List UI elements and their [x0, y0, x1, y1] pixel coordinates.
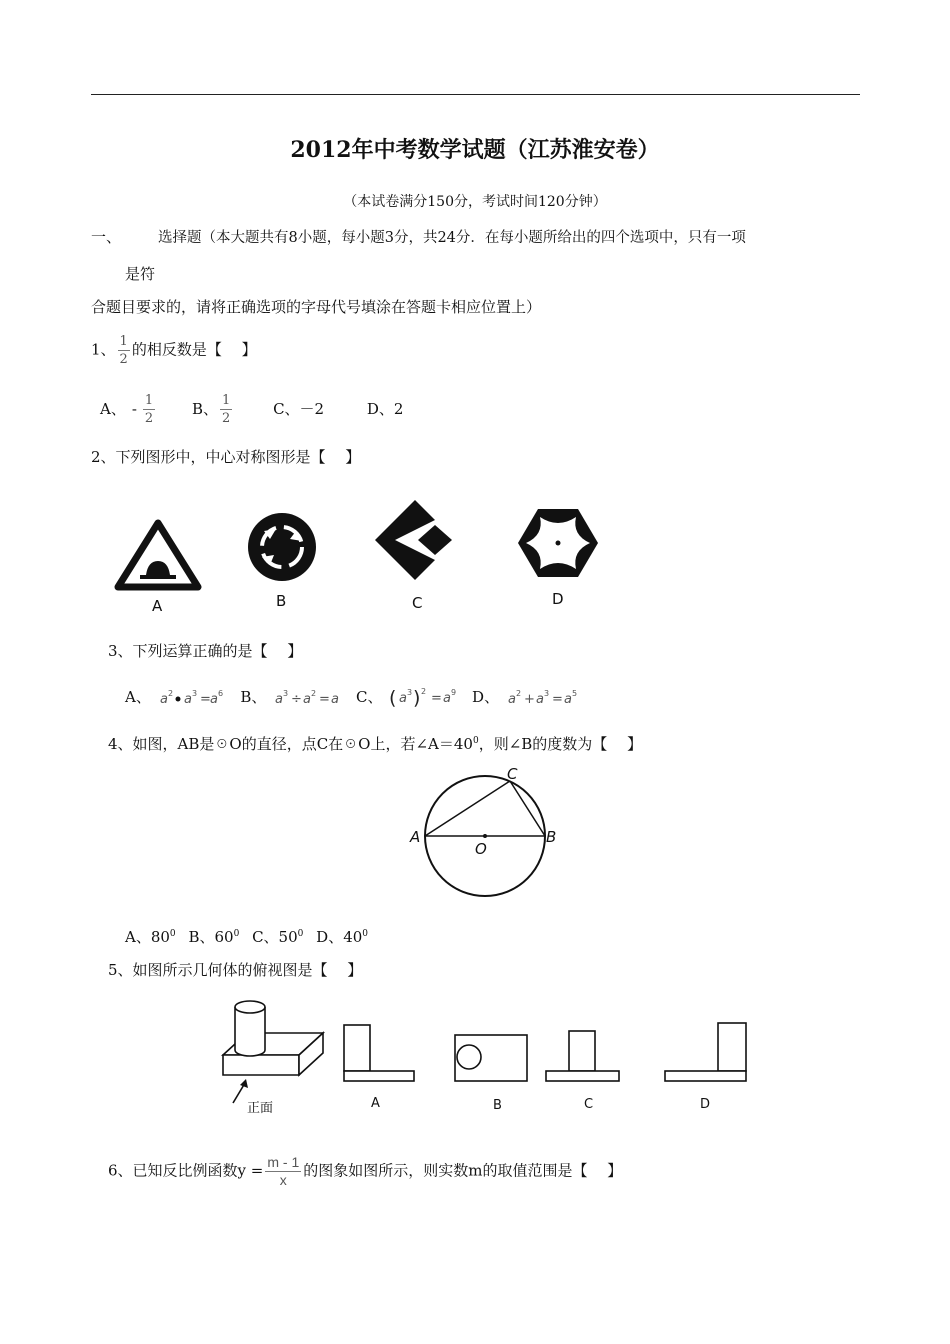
- svg-text:a: a: [209, 692, 218, 707]
- q6-fraction: [265, 1154, 301, 1189]
- q1-frac-den: 2: [119, 352, 128, 367]
- section-number: 一、: [91, 228, 122, 246]
- svg-text:3: 3: [191, 689, 197, 698]
- q3-option-a-label: A、: [125, 688, 151, 706]
- question-4: [108, 733, 642, 754]
- svg-text:6: 6: [217, 689, 223, 698]
- svg-text:3: 3: [543, 689, 549, 698]
- svg-text:9: 9: [451, 688, 457, 697]
- q3-option-a-expr: [156, 687, 236, 709]
- svg-text:a: a: [535, 692, 544, 707]
- q2-label-d: D: [552, 590, 564, 608]
- svg-text:a: a: [303, 692, 312, 707]
- q3-option-d-label: D、: [472, 688, 500, 706]
- svg-text:2: 2: [311, 689, 317, 698]
- svg-text:÷: ÷: [291, 692, 303, 707]
- svg-text:=: =: [551, 692, 563, 707]
- q4-point-c: C: [507, 765, 518, 783]
- q1-option-b-label: B、: [191, 399, 219, 418]
- q5-option-b: [455, 1035, 527, 1113]
- q6-text-post: 的图象如图所示，则实数m的取值范围是【 】: [303, 1161, 623, 1180]
- q6-text-pre: 6、已知反比例函数y =: [108, 1161, 264, 1180]
- q4-option-b: [188, 928, 239, 946]
- svg-text:a: a: [275, 692, 284, 707]
- q3-option-b-expr: [271, 687, 351, 709]
- q4-text-end: ，则∠B的度数为【 】: [478, 735, 643, 753]
- svg-text:(: (: [389, 687, 397, 709]
- q2-figure-d: [518, 509, 598, 608]
- q5-option-c: [546, 1031, 619, 1112]
- q1-option-a-sign: -: [131, 399, 137, 418]
- q3-option-b-label: B、: [240, 688, 267, 706]
- q1-option-b: [191, 393, 234, 426]
- q4-option-a-deg: 0: [169, 929, 176, 939]
- q4-option-d-text: D、40: [316, 928, 363, 946]
- q1-text: 的相反数是【 】: [131, 340, 257, 359]
- q4-option-a: [125, 928, 176, 946]
- header-rule: [91, 94, 860, 95]
- q2-figure-b: [248, 513, 316, 610]
- svg-text:a: a: [159, 692, 168, 707]
- q4-option-a-text: A、80: [125, 928, 170, 946]
- q1-option-a-frac: [143, 392, 155, 427]
- svg-text:): ): [413, 687, 421, 709]
- section-heading: 选择题（本大题共有8小题，每小题3分，共24分．在每小题所给出的四个选项中，只有一项: [158, 230, 746, 246]
- svg-text:a: a: [443, 691, 452, 706]
- q1-frac-num: 1: [119, 334, 128, 349]
- q2-figures: [110, 495, 620, 625]
- q2-label-c: C: [412, 594, 423, 612]
- q1-option-a: [100, 393, 157, 426]
- q3-option-c-label: C、: [356, 688, 383, 706]
- q3-options: [125, 686, 594, 710]
- q5-label-d: D: [700, 1097, 711, 1112]
- q5-figures: [215, 995, 765, 1125]
- q5-solid: [223, 1001, 323, 1116]
- svg-text:=: =: [199, 692, 211, 707]
- section-heading-cont: 是符: [125, 265, 156, 283]
- q4-option-c-deg: 0: [297, 929, 304, 939]
- svg-text:2: 2: [167, 689, 173, 698]
- page-subtitle: （本试卷满分150分，考试时间120分钟）: [343, 194, 607, 210]
- svg-text:a: a: [563, 692, 572, 707]
- svg-text:a: a: [507, 692, 516, 707]
- q5-option-a: [344, 1025, 414, 1111]
- q1-option-b-den: 2: [222, 411, 231, 426]
- svg-text:+: +: [523, 692, 535, 707]
- svg-text:3: 3: [407, 688, 413, 697]
- page-title: 2012年中考数学试题（江苏淮安卷）: [290, 137, 660, 163]
- q1-option-b-num: 1: [222, 393, 231, 408]
- svg-text:a: a: [183, 692, 192, 707]
- q4-option-c-text: C、50: [252, 928, 298, 946]
- q5-option-d: [665, 1023, 746, 1112]
- q4-options: [125, 926, 368, 947]
- q4-option-d: [316, 928, 368, 946]
- q4-point-o: O: [475, 840, 487, 858]
- q5-label-c: C: [584, 1097, 594, 1112]
- question-6: [108, 1154, 622, 1189]
- svg-text:a: a: [331, 692, 340, 707]
- q1-fraction: [118, 333, 130, 368]
- svg-text:5: 5: [571, 689, 577, 698]
- q2-figure-a: [118, 523, 198, 615]
- q4-option-b-text: B、60: [188, 928, 234, 946]
- q4-point-a: A: [410, 828, 421, 846]
- q1-option-d: D、2: [366, 399, 404, 418]
- q4-option-d-deg: 0: [362, 929, 369, 939]
- q4-point-b: B: [546, 828, 557, 846]
- q6-frac-num: m - 1: [267, 1154, 300, 1170]
- q4-circle-figure: [405, 764, 565, 904]
- q4-text-sup: 0: [472, 736, 479, 746]
- q1-prefix: 1、: [91, 340, 116, 359]
- svg-text:a: a: [399, 691, 408, 706]
- question-3: 3、下列运算正确的是【 】: [108, 642, 303, 660]
- q5-label-b: B: [493, 1098, 502, 1113]
- svg-text:3: 3: [283, 689, 289, 698]
- q6-frac-den: x: [279, 1172, 287, 1188]
- question-1: [91, 333, 257, 368]
- q2-figure-c: [375, 500, 452, 612]
- q1-option-b-frac: [220, 392, 232, 427]
- q3-option-d-expr: [504, 687, 594, 709]
- svg-text:2: 2: [515, 689, 521, 698]
- q1-option-a-label: A、: [100, 399, 126, 418]
- q1-options: [100, 392, 403, 427]
- q3-option-c-expr: [387, 686, 467, 710]
- question-2: 2、下列图形中，中心对称图形是【 】: [91, 448, 361, 466]
- q2-label-b: B: [276, 592, 287, 610]
- q5-front-label: 正面: [247, 1101, 274, 1116]
- q5-label-a: A: [371, 1096, 380, 1111]
- svg-text:=: =: [319, 692, 331, 707]
- q4-option-c: [252, 928, 303, 946]
- svg-text:2: 2: [421, 687, 427, 696]
- section-heading-cont2: 合题目要求的，请将正确选项的字母代号填涂在答题卡相应位置上）: [91, 298, 542, 316]
- q1-option-a-den: 2: [144, 411, 154, 426]
- q1-option-a-num: 1: [144, 393, 154, 408]
- q4-text: 4、如图，AB是☉O的直径，点C在☉O上，若∠A＝40: [108, 735, 473, 753]
- q1-option-c: C、－2: [273, 399, 325, 418]
- q2-label-a: A: [152, 597, 163, 615]
- question-5: 5、如图所示几何体的俯视图是【 】: [108, 961, 363, 979]
- q4-option-b-deg: 0: [233, 929, 240, 939]
- svg-text:=: =: [431, 691, 443, 706]
